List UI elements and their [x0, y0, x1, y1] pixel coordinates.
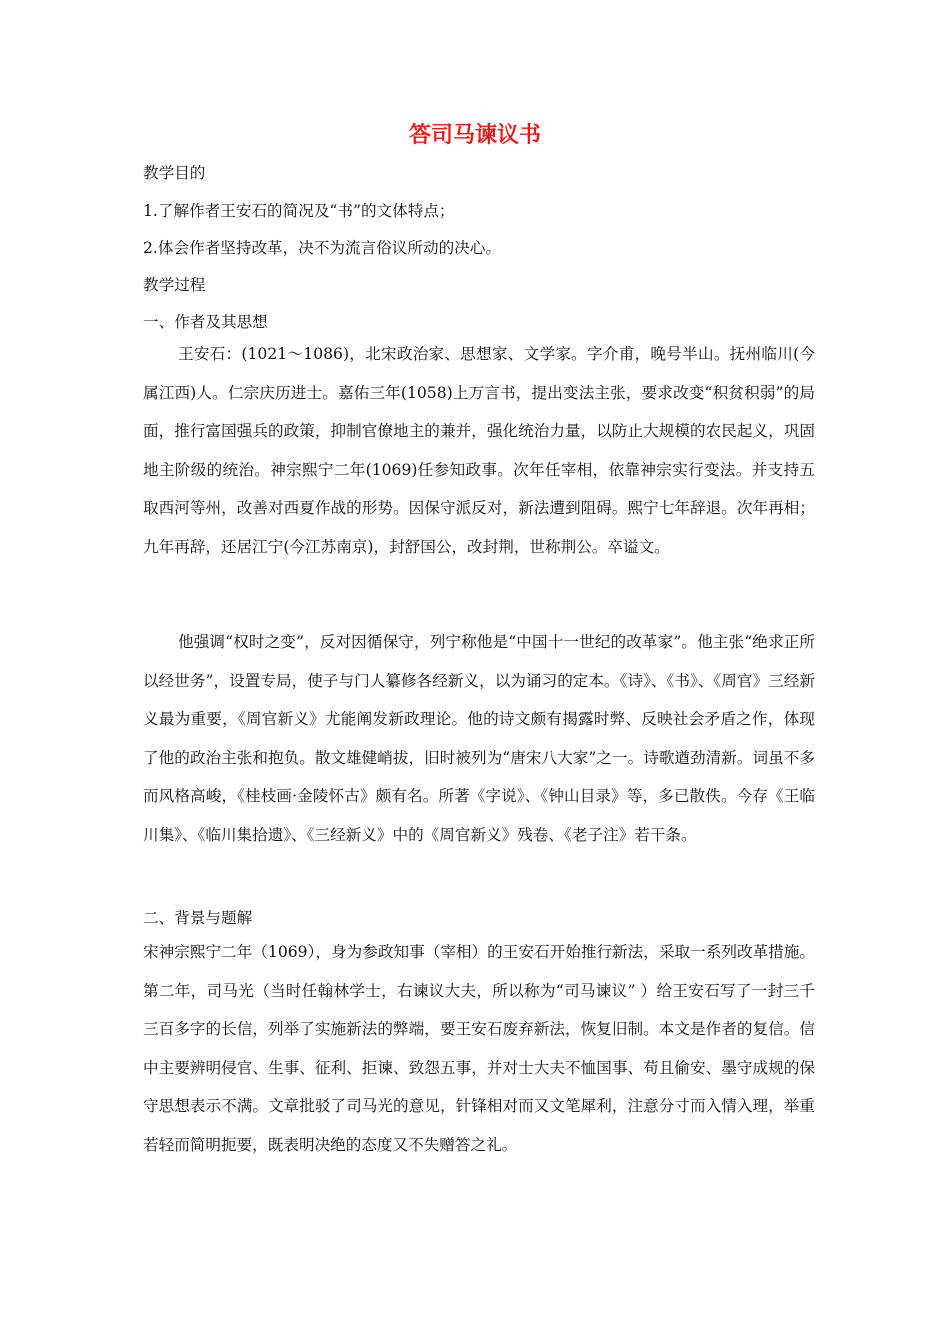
process-heading: 教学过程 [143, 276, 206, 294]
body-paragraph: 王安石：(1021～1086)，北宋政治家、思想家、文学家。字介甫，晚号半山。抚州临川(今属江西)人。仁宗庆历进士。嘉佑三年(1058)上万言书，提出变法主张，要求改变“积贫积弱”的局面，推行富国强兵的政策，抑制官僚地主的兼并，强化统治力量，以防止大规模的农民起义，巩固地主阶级的统治。神宗熙宁二年(1069)任参知政事。次年任宰相，依靠神宗实行变法。并支持五取西河等州，改善对西夏作战的形势。因保守派反对，新法遭到阻碍。熙宁七年辞退。次年再相；九年再辞，还居江宁(今江苏南京)，封舒国公，改封荆，世称荆公。卒谥文。 [143, 345, 815, 556]
section-heading: 一、作者及其思想 [143, 313, 268, 331]
body-paragraph: 宋神宗熙宁二年（1069），身为参政知事（宰相）的王安石开始推行新法，采取一系列改革措施。第二年，司马光（当时任翰林学士，右谏议大夫，所以称为“司马谏议” ）给王安石写了一封三千三百多字的长信，列举了实施新法的弊端，要王安石废弃新法，恢复旧制。本文是作者的复信。信中主要辨明侵官、生事、征利、拒谏、致怨五事，并对士大夫不恤国事、苟且偷安、墨守成规的保守思想表示不满。文章批驳了司马光的意见，针锋相对而又文笔犀利，注意分寸而入情入理，举重若轻而简明扼要，既表明决绝的态度又不失赠答之礼。 [143, 943, 815, 1154]
page-title: 答司马谏议书 [408, 123, 541, 148]
section-heading: 二、背景与题解 [143, 909, 253, 927]
body-paragraph: 他强调“权时之变”，反对因循保守，列宁称他是“中国十一世纪的改革家”。他主张“绝求正所以经世务”，设置专局，使子与门人纂修各经新义，以为诵习的定本。《诗》、《书》、《周官》三经新义最为重要，《周官新义》尤能阐发新政理论。他的诗文颇有揭露时弊、反映社会矛盾之作，体现了他的政治主张和抱负。散文雄健峭拔，旧时被列为“唐宋八大家”之一。诗歌遒劲清新。词虽不多而风格高峻，《桂枝画·金陵怀古》颇有名。所著《字说》、《钟山目录》等，多已散佚。今存《王临川集》、《临川集拾遗》、《三经新义》中的《周官新义》残卷、《老子注》若干条。 [143, 633, 815, 844]
objectives-heading: 教学目的 [143, 164, 206, 182]
objective-item: 1.了解作者王安石的简况及“书”的文体特点； [143, 202, 455, 220]
objective-item: 2.体会作者坚持改革，决不为流言俗议所动的决心。 [143, 239, 501, 257]
